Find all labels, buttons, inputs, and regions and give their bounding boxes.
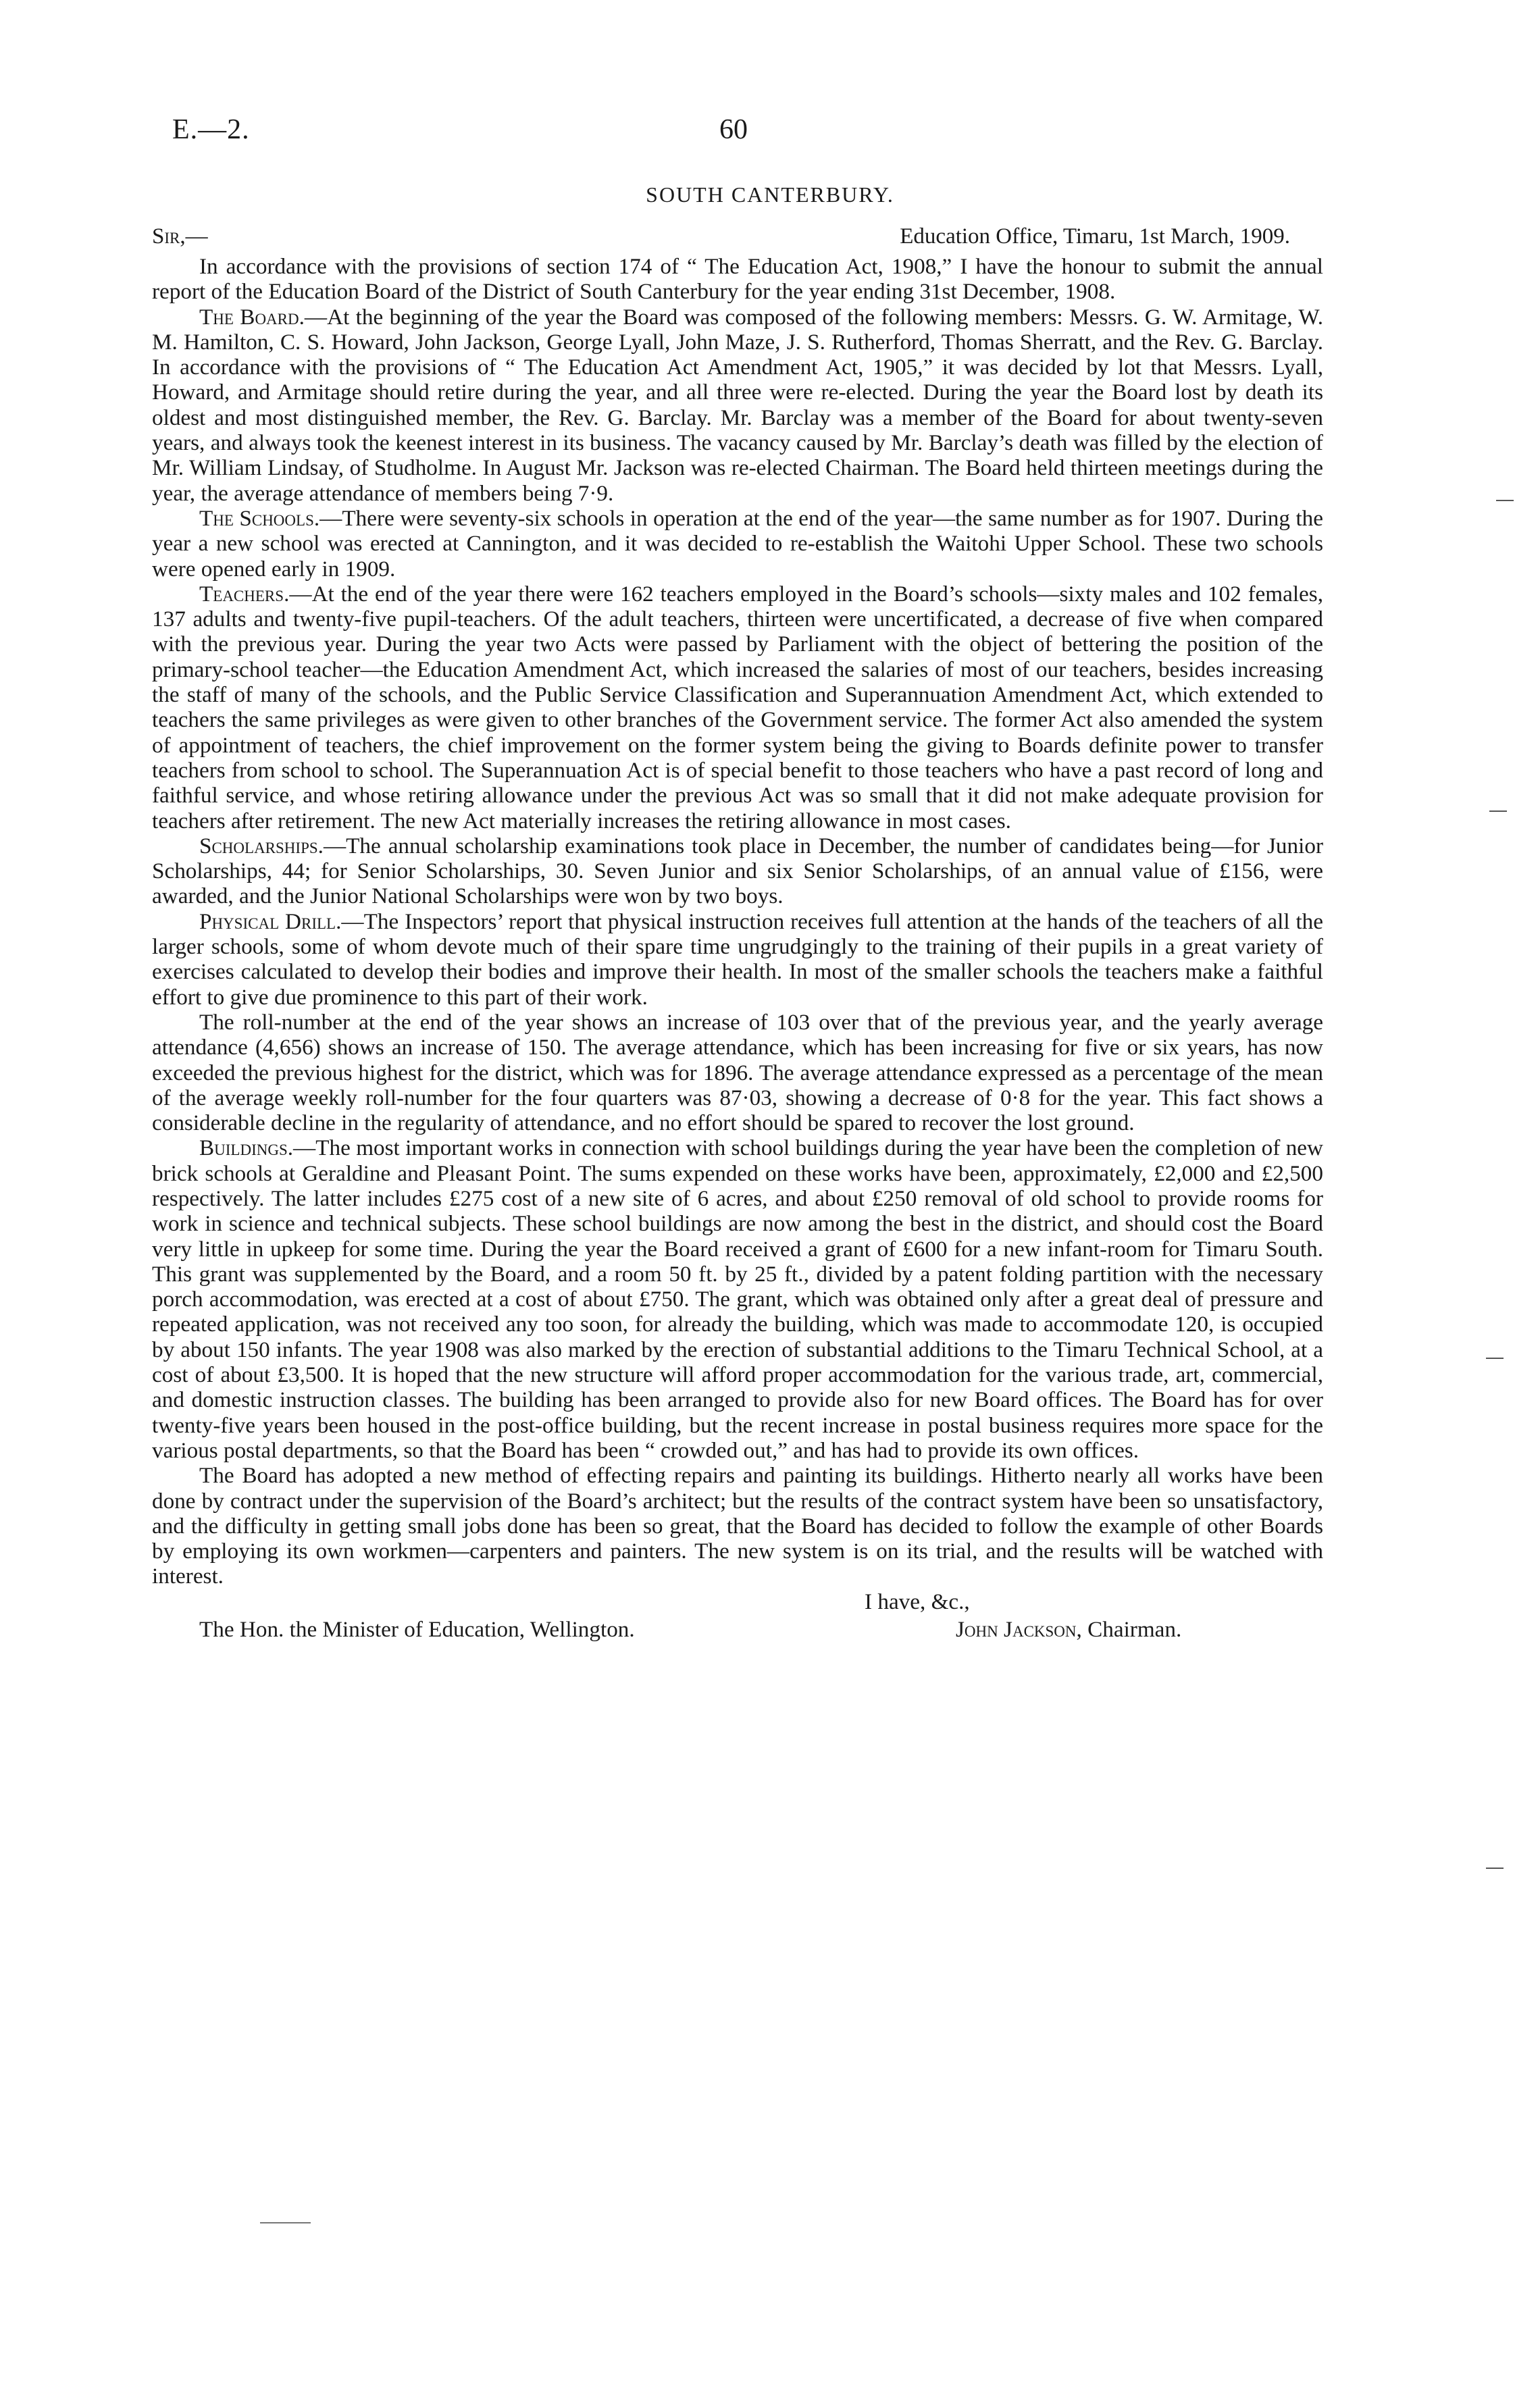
signature [956,1617,1181,1642]
margin-mark [1486,1868,1504,1869]
signer-name: John Jackson, [956,1616,1082,1642]
section-code: E.—2. [172,114,250,145]
paragraph-heading: The Schools. [199,505,320,531]
paragraph-heading: Physical Drill. [199,908,342,934]
paragraph-heading: Teachers. [199,581,290,607]
paragraph-text: —At the end of the year there were 162 teachers employed in the Board’s schools—sixty males and 102 females, 137 adults and twenty-five pupil-teachers. Of the adult teachers, thirteen were uncertificated, a decrease of five when compared with the previous year. During the year two Acts were passed by Parliament with the object of bettering the position of the primary-school teacher—the Education Amendment Act, which increased the salaries of most of our teachers, besides increasing the staff of many of the schools, and the Public Service Classification and Superannuation Amendment Act, which extended to teachers the same privileges as were given to other branches of the Government service. The former Act also amended the system of appointment of teachers, the chief improvement on the former system being the giving to Boards definite power to transfer teachers from school to school. The Superannuation Act is of special benefit to those teachers who have a past record of long and faithful service, and whose retiring allowance under the previous Act was so small that it did not make adequate provision for teachers after retirement. The new Act materially increases the retiring allowance in most cases. [152,581,1323,833]
paragraph-text: In accordance with the provisions of section 174 of “ The Education Act, 1908,” I have the honour to submit the annual report of the Education Board of the District of South Canterbury for the year ending 31st December, 1908. [152,254,1323,305]
paragraph-text: The roll-number at the end of the year shows an increase of 103 over that of the previous year, and the yearly average attendance (4,656) shows an increase of 150. The average attendance, which has been increasing for five or six years, has now exceeded the previous highest for the district, which was for 1896. The average attendance expressed as a percentage of the mean of the average weekly roll-number for the four quarters was 87·03, showing a decrease of 0·8 for the year. This fact shows a considerable decline in the regularity of attendance, and no effort should be spared to recover the lost ground. [152,1009,1323,1136]
page-number: 60 [719,114,748,145]
paragraph-repairs [152,1463,1323,1589]
paragraph-text: —At the beginning of the year the Board was composed of the following members: Messrs. G. W. Armitage, W. M. Hamilton, C. S. Howard, John Jackson, George Lyall, John Maze, J. S. Rutherford, Thomas Sherratt, and the Rev. G. Barclay. In accordance with the provisions of “ The Education Act Amendment Act, 1905,” it was decided by lot that Messrs. Lyall, Howard, and Armitage should retire during the year, and all three were re-elected. During the year the Board lost by death its oldest and most distinguished member, the Rev. G. Barclay. Mr. Barclay was a member of the Board for about twenty-seven years, and always took the keenest interest in its business. The vacancy caused by Mr. Barclay’s death was filled by the election of Mr. William Lindsay, of Studholme. In August Mr. Jackson was re-elected Chairman. The Board held thirteen meetings during the year, the average attendance of members being 7·9. [152,304,1323,506]
signature-row [152,1617,1323,1644]
paragraph-text: —The Inspectors’ report that physical instruction receives full attention at the hands of the teachers of all the larger schools, some of whom devote much of their spare time ungrudgingly to the training of their pupils in a great variety of exercises calculated to develop their bodies and improve their health. In most of the smaller schools the teachers make a faithful effort to give due prominence to this part of their work. [152,908,1323,1010]
paragraph-text: —The most important works in connection with school buildings during the year have been the completion of new brick schools at Geraldine and Pleasant Point. The sums expended on these works have been, approximately, £2,000 and £2,500 respectively. The latter includes £275 cost of a new site of 6 acres, and about £250 removal of old school to provide rooms for work in science and technical subjects. These school buildings are now among the best in the district, and should cost the Board very little in upkeep for some time. During the year the Board received a grant of £600 for a new infant-room for Timaru South. This grant was supplemented by the Board, and a room 50 ft. by 25 ft., divided by a patent folding partition with the necessary porch accommodation, was erected at a cost of about £750. The grant, which was obtained only after a great deal of pressure and repeated application, was not received any too soon, for already the building, which was made to accommodate 120, is occupied by about 150 infants. The year 1908 was also marked by the erection of substantial additions to the Timaru Technical School, at a cost of about £3,500. It is hoped that the new structure will afford proper accommodation for the various trade, art, commercial, and domestic instruction classes. The building has been arranged to provide also for new Board offices. The Board has for over twenty-five years been housed in the post-office building, but the recent increase in postal business requires more space for the various postal departments, so that the Board has been “ crowded out,” and has had to provide its own offices. [152,1135,1323,1463]
report-title: SOUTH CANTERBURY. [646,182,894,207]
paragraph-attendance [152,1010,1323,1135]
closing-phrase: I have, &c., [865,1589,970,1614]
paragraph-teachers [152,582,1323,833]
paragraph-schools [152,506,1323,582]
salutation: Sir,— [152,224,208,249]
paragraph-physical-drill [152,909,1323,1010]
margin-mark [1496,500,1514,501]
addressee: The Hon. the Minister of Education, Wellington. [199,1616,635,1642]
paragraph-buildings [152,1135,1323,1463]
paragraph-text: —There were seventy-six schools in operation at the end of the year—the same number as for 1907. During the year a new school was erected at Cannington, and it was decided to re-establish the Waitohi Upper School. These two schools were opened early in 1909. [152,505,1324,582]
signer-title: Chairman. [1087,1616,1182,1642]
paragraph-heading: The Board. [199,304,305,330]
margin-mark [1489,810,1507,812]
paragraph-scholarships [152,833,1323,909]
closing-row [152,1589,1323,1614]
paragraph-intro [152,254,1323,305]
page-header [172,113,1334,154]
letter-heading [152,224,1290,254]
paragraph-text: —The annual scholarship examinations took place in December, the number of candidates being—for Junior Scholarships, 44; for Senior Scholarships, 30. Seven Junior and six Senior Scholarships, of an annual value of £156, were awarded, and the Junior National Scholarships were won by two boys. [152,833,1323,909]
margin-mark [1486,1358,1504,1359]
paragraph-heading: Buildings. [199,1135,294,1161]
dateline: Education Office, Timaru, 1st March, 1909. [900,224,1290,249]
paragraph-text: The Board has adopted a new method of effecting repairs and painting its buildings. Hitherto nearly all works have been done by contract under the supervision of the Board’s architect; but the results of the contract system have been so unsatisfactory, and the difficulty in getting small jobs done has been so great, that the Board has decided to follow the example of other Boards by employing its own workmen—carpenters and painters. The new system is on its trial, and the results will be watched with interest. [152,1463,1323,1589]
paragraph-heading: Scholarships. [199,833,324,858]
paragraph-board [152,305,1323,506]
footer-rule [260,2222,311,2223]
report-body [152,254,1323,1644]
